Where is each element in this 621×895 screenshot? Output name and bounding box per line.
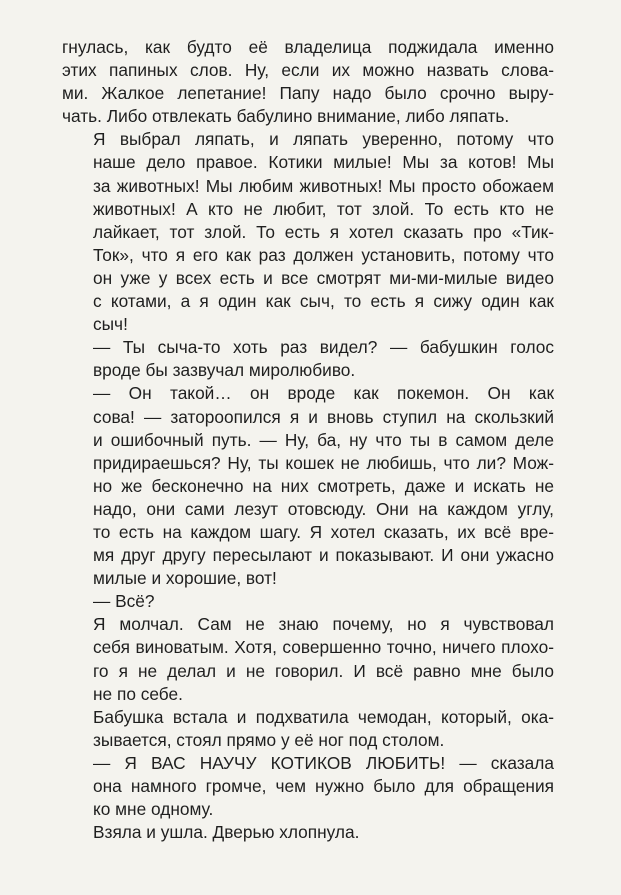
text-line: с котами, а я один как сыч, то есть я сижу один как — [93, 291, 554, 312]
text-line: наше дело правое. Котики милые! Мы за котов! Мы — [93, 152, 554, 173]
paragraph — [62, 706, 554, 752]
text-line: этих папиных слов. Ну, если их можно назвать слова- — [62, 60, 554, 81]
text-line: Бабушка встала и подхватила чемодан, который, ока- — [93, 706, 554, 727]
text-line: себя виноватым. Хотя, совершенно точно, ничего плохо- — [93, 637, 554, 658]
text-line: — Я ВАС НАУЧУ КОТИКОВ ЛЮБИТЬ! — сказала — [93, 752, 554, 773]
paragraph — [62, 128, 554, 336]
text-line: — Он такой… он вроде как покемон. Он как — [93, 383, 554, 404]
book-page — [62, 0, 554, 844]
text-line: ко мне одному. — [93, 799, 214, 820]
paragraph — [62, 752, 554, 821]
text-line: он уже у всех есть и все смотрят ми-ми-милые видео — [93, 267, 554, 288]
paragraph — [62, 613, 554, 705]
paragraph — [62, 336, 554, 382]
text-line: зывается, стоял прямо у её ног под столом. — [93, 729, 445, 750]
text-line: гнулась, как будто её владелица поджидала именно — [62, 37, 554, 57]
text-line: сыч! — [93, 314, 128, 335]
text-line: за животных! Мы любим животных! Мы просто обожаем — [93, 175, 554, 196]
text-line: милые и хорошие, вот! — [93, 568, 277, 589]
text-line: она намного громче, чем нужно было для обращения — [93, 776, 554, 796]
text-line: мя друг другу пересылают и показывают. И они ужасно — [93, 545, 554, 566]
text-line: животных! А кто не любит, тот злой. То есть кто не — [93, 198, 554, 219]
text-line: то есть на каждом шагу. Я хотел сказать, их всё вре- — [93, 521, 554, 542]
text-line: Я выбрал ляпать, и ляпать уверенно, потому что — [93, 129, 554, 150]
text-line: — Всё? — [93, 591, 155, 612]
text-line: придираешься? Ну, ты кошек не любишь, что ли? Мож- — [93, 452, 554, 473]
text-line: надо, они сами лезут отовсюду. Они на каждом углу, — [93, 498, 554, 519]
text-line: и ошибочный путь. — Ну, ба, ну что ты в самом деле — [93, 429, 554, 450]
paragraph — [62, 590, 554, 613]
text-line: не по себе. — [93, 683, 183, 704]
text-line: лайкает, тот злой. То есть я хотел сказать про «Тик- — [93, 221, 554, 242]
text-line: Взяла и ушла. Дверью хлопнула. — [93, 822, 360, 843]
text-line: — Ты сыча-то хоть раз видел? — бабушкин голос — [93, 337, 554, 358]
text-line: ми. Жалкое лепетание! Папу надо было срочно выру- — [62, 83, 554, 104]
paragraph — [62, 36, 554, 128]
paragraph — [62, 382, 554, 590]
text-line: чать. Либо отвлекать бабулино внимание, либо ляпать. — [62, 106, 510, 127]
text-line: но же бесконечно на них смотреть, даже и искать не — [93, 475, 554, 496]
text-line: Я молчал. Сам не знаю почему, но я чувствовал — [93, 614, 554, 635]
page-text — [62, 36, 554, 844]
paragraph — [62, 821, 554, 844]
text-line: сова! — затороопился я и вновь ступил на скользкий — [93, 406, 554, 427]
text-line: го я не делал и не говорил. И всё равно мне было — [93, 660, 554, 681]
text-line: вроде бы зазвучал миролюбиво. — [93, 360, 356, 381]
text-line: Ток», что я его как раз должен установить, потому что — [93, 244, 554, 265]
